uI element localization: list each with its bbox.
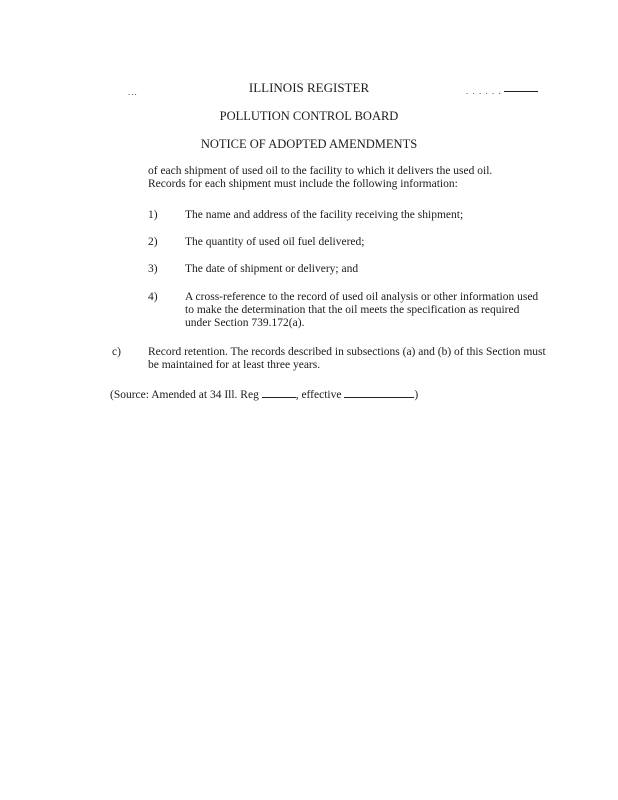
effective-date-blank xyxy=(344,388,414,398)
source-middle: , effective xyxy=(295,389,342,401)
item-number: 4) xyxy=(148,291,158,303)
source-note xyxy=(110,388,418,401)
item-number: 2) xyxy=(148,236,158,248)
subsection-label: c) xyxy=(112,346,121,358)
header-right-dots: . . . . . . xyxy=(466,86,502,96)
header-left-mark: ... xyxy=(128,87,138,97)
source-suffix: ) xyxy=(414,389,419,401)
subsection-text: Record retention. The records described in subsections (a) and (b) of this Section must be maintained for at least three years. xyxy=(148,346,546,371)
source-prefix: (Source: Amended at 34 Ill. Reg xyxy=(110,389,259,401)
register-page-blank xyxy=(262,388,296,398)
item-text: A cross-reference to the record of used oil analysis or other information used to make the determination that the oil meets the specification as required under Section 739.172(a). xyxy=(185,291,539,329)
register-title: ILLINOIS REGISTER xyxy=(248,80,370,95)
continuation-line: Records for each shipment must include the following information: xyxy=(148,178,458,190)
item-text: The date of shipment or delivery; and xyxy=(185,263,359,275)
item-text: The name and address of the facility receiving the shipment; xyxy=(185,209,464,221)
item-number: 3) xyxy=(148,263,158,275)
board-name: POLLUTION CONTROL BOARD xyxy=(219,109,399,123)
continuation-paragraph xyxy=(148,165,548,191)
notice-heading: NOTICE OF ADOPTED AMENDMENTS xyxy=(200,137,418,151)
continuation-line: of each shipment of used oil to the facility to which it delivers the used oil. xyxy=(148,165,493,177)
item-number: 1) xyxy=(148,209,158,221)
item-text: The quantity of used oil fuel delivered; xyxy=(185,236,365,248)
